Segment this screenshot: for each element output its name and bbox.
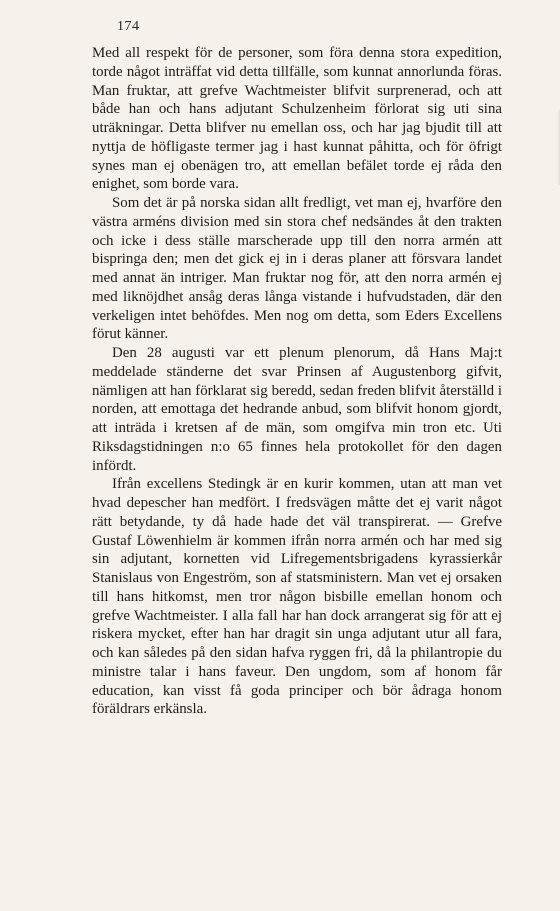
- body-text: [92, 44, 502, 719]
- paragraph-3: Den 28 augusti var ett plenum plenorum, då Hans Maj:t meddelade ständerne det svar Prinsen af Augustenborg gifvit, nämligen att han förklarat sig beredd, sedan freden blifvit återställd i norden, att emottaga det hedrande anbud, som blifvit honom gjordt, att inträda i kretsen af de män, som omgifva min tron etc. Uti Riksdagstidningen n:o 65 finnes hela protokollet för den dagen infördt.: [92, 345, 502, 474]
- paragraph-4: Ifrån excellens Stedingk är en kurir kommen, utan att man vet hvad depescher han medfört. I fredsvägen måtte det ej varit något rätt betydande, ty då hade hade det väl transpirerat. — Grefve Gustaf Löwenhielm är kommen ifrån norra armén och har med sig sin adjutant, kornetten vid Lifregementsbrigadens kyrassierkår Stanislaus von Engeström, son af statsministern. Man vet ej orsaken till hans hitkomst, men tror någon bisbille emellan honom och grefve Wachtmeister. I alla fall har han dock arrangerat sig för att ej riskera mycket, efter han har dragit sin unga adjutant utur all fara, och kan således på den sidan hafva ryggen fri, då la philantropie du ministre talar i hans faveur. Den ungdom, som af honom får education, kan visst få goda principer och bör ådraga honom föräldrars erkänsla.: [92, 476, 502, 718]
- paragraph-2: Som det är på norska sidan allt fredligt, vet man ej, hvarföre den västra arméns division med sin stora chef nedsändes åt den trakten och icke i dess ställe marscherade upp till den norra armén att bispringa den; men det gick ej in i deras planer att försvara landet med annat än intriger. Man fruktar nog för, att den norra armén ej med liknöjdhet ansåg deras långa vistande i hufvudstaden, där den verkeligen intet behöfdes. Men nog om detta, som Eders Excellens förut känner.: [92, 195, 502, 343]
- paragraph-1: Med all respekt för de personer, som föra denna stora expedition, torde något inträffat vid detta tillfälle, som kunnat annorlunda föras. Man fruktar, att grefve Wachtmeister blifvit surprenerad, och att både han och hans adjutant Schulzenheim förlorat sig uti sina uträkningar. Detta blifver nu emellan oss, och har jag bjudit till att nyttja de höfligaste termer jag i hast kunnat påhitta, och för öfrigt synes man ej obenägen tro, att emellan befälet torde ej råda den enighet, som borde vara.: [92, 45, 502, 193]
- page-number: 174: [117, 19, 140, 34]
